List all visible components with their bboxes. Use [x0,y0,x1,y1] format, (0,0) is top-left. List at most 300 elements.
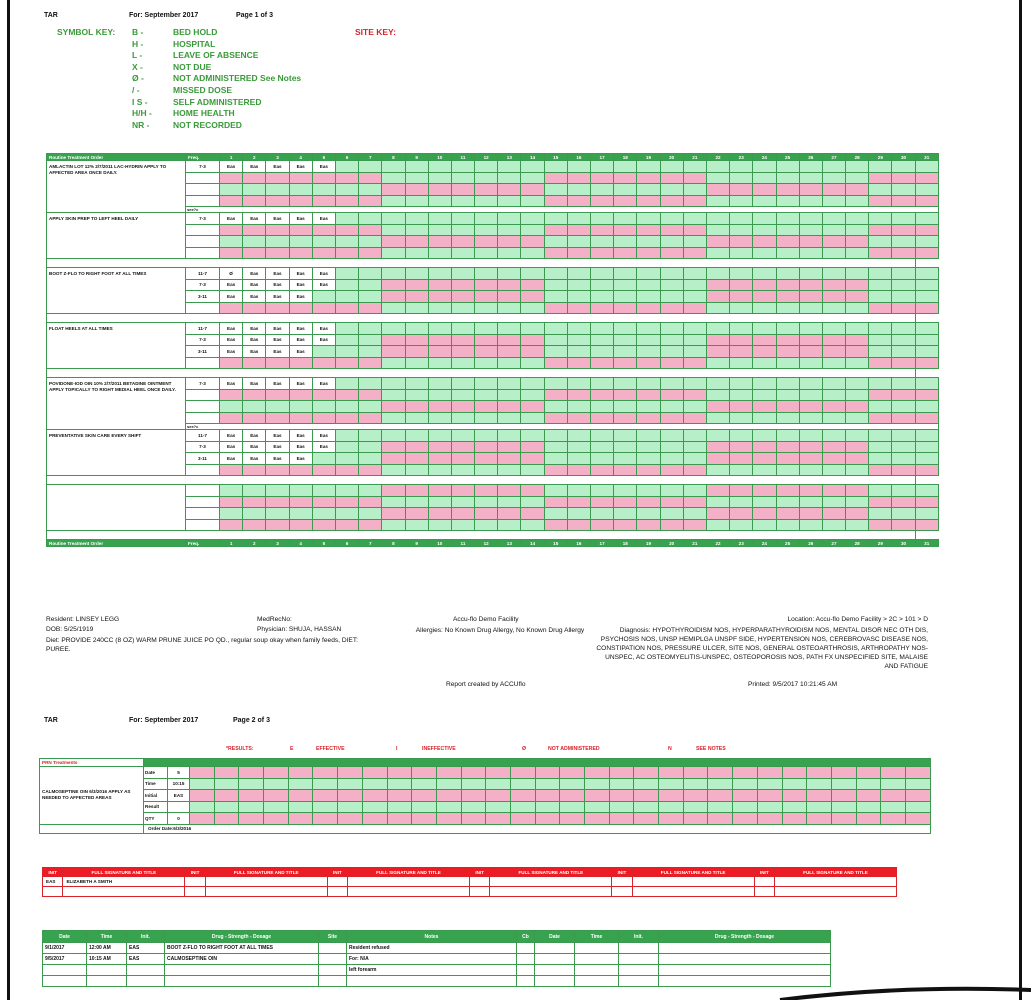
day-cell[interactable] [498,161,521,173]
day-cell[interactable] [892,430,915,442]
day-cell[interactable] [428,441,451,453]
prn-cell[interactable] [683,813,708,825]
day-cell[interactable] [822,346,845,358]
day-cell[interactable] [614,378,637,390]
day-cell[interactable]: Eas [289,291,312,303]
day-cell[interactable] [614,519,637,531]
day-cell[interactable] [637,389,660,401]
prn-cell[interactable] [585,790,610,802]
day-cell[interactable] [822,401,845,413]
day-cell[interactable] [359,291,382,303]
day-cell[interactable]: Eas [289,346,312,358]
day-cell[interactable] [822,334,845,346]
day-cell[interactable] [567,247,590,259]
prn-cell[interactable] [708,813,733,825]
log-site-cell[interactable] [319,943,347,954]
day-cell[interactable]: Eas [266,453,289,465]
day-cell[interactable] [359,172,382,184]
prn-cell[interactable] [239,767,264,779]
day-cell[interactable] [475,279,498,291]
day-cell[interactable] [312,401,335,413]
day-cell[interactable] [753,346,776,358]
day-cell[interactable] [382,346,405,358]
day-cell[interactable] [822,485,845,497]
day-cell[interactable] [799,279,822,291]
day-cell[interactable] [428,334,451,346]
day-cell[interactable] [266,184,289,196]
prn-cell[interactable] [585,767,610,779]
day-cell[interactable] [614,291,637,303]
day-cell[interactable] [521,184,544,196]
prn-cell[interactable] [362,801,387,813]
day-cell[interactable] [451,236,474,248]
day-cell[interactable] [753,334,776,346]
day-cell[interactable] [892,334,915,346]
day-cell[interactable] [869,453,892,465]
log-blank-cell[interactable] [87,976,127,987]
day-cell[interactable] [498,334,521,346]
day-cell[interactable] [892,441,915,453]
day-cell[interactable] [220,496,243,508]
day-cell[interactable] [451,224,474,236]
day-cell[interactable] [428,213,451,225]
day-cell[interactable] [637,357,660,369]
day-cell[interactable] [915,195,938,207]
day-cell[interactable] [776,323,799,335]
day-cell[interactable]: Eas [266,291,289,303]
day-cell[interactable] [382,161,405,173]
day-cell[interactable] [660,302,683,314]
day-cell[interactable] [312,184,335,196]
day-cell[interactable] [591,161,614,173]
day-cell[interactable] [730,172,753,184]
day-cell[interactable] [706,161,729,173]
day-cell[interactable]: Eas [289,334,312,346]
day-cell[interactable] [312,485,335,497]
prn-cell[interactable] [905,801,930,813]
prn-cell[interactable] [585,778,610,790]
day-cell[interactable] [312,236,335,248]
day-cell[interactable] [637,378,660,390]
day-cell[interactable] [730,441,753,453]
day-cell[interactable] [706,346,729,358]
day-cell[interactable] [405,279,428,291]
prn-cell[interactable] [659,778,684,790]
day-cell[interactable] [846,508,869,520]
day-cell[interactable] [544,172,567,184]
day-cell[interactable] [498,302,521,314]
day-cell[interactable] [660,389,683,401]
day-cell[interactable] [637,519,660,531]
day-cell[interactable]: Eas [266,378,289,390]
day-cell[interactable] [730,291,753,303]
day-cell[interactable] [846,496,869,508]
prn-cell[interactable] [412,790,437,802]
day-cell[interactable] [498,378,521,390]
day-cell[interactable] [475,323,498,335]
day-cell[interactable] [753,430,776,442]
prn-cell[interactable] [338,801,363,813]
day-cell[interactable] [405,302,428,314]
day-cell[interactable] [822,464,845,476]
day-cell[interactable] [567,453,590,465]
prn-cell[interactable] [214,790,239,802]
day-cell[interactable] [915,346,938,358]
day-cell[interactable] [335,412,358,424]
prn-cell[interactable] [807,778,832,790]
day-cell[interactable] [869,401,892,413]
day-cell[interactable] [567,184,590,196]
day-cell[interactable] [822,430,845,442]
day-cell[interactable] [799,378,822,390]
day-cell[interactable] [660,401,683,413]
day-cell[interactable] [846,323,869,335]
day-cell[interactable] [359,213,382,225]
day-cell[interactable] [591,496,614,508]
signature-init-cell[interactable] [327,877,347,887]
day-cell[interactable] [405,485,428,497]
day-cell[interactable]: Eas [289,430,312,442]
signature-name-cell[interactable] [490,887,612,897]
day-cell[interactable] [637,323,660,335]
day-cell[interactable] [683,323,706,335]
day-cell[interactable] [243,508,266,520]
day-cell[interactable]: Eas [220,430,243,442]
prn-cell[interactable] [510,767,535,779]
day-cell[interactable] [799,485,822,497]
day-cell[interactable]: Eas [243,334,266,346]
day-cell[interactable] [266,519,289,531]
day-cell[interactable] [544,236,567,248]
day-cell[interactable] [753,401,776,413]
day-cell[interactable] [521,236,544,248]
day-cell[interactable] [706,430,729,442]
day-cell[interactable] [428,224,451,236]
day-cell[interactable] [405,346,428,358]
day-cell[interactable] [869,346,892,358]
day-cell[interactable] [475,412,498,424]
day-cell[interactable] [475,430,498,442]
day-cell[interactable] [869,441,892,453]
day-cell[interactable] [869,268,892,280]
day-cell[interactable] [498,519,521,531]
day-cell[interactable] [428,401,451,413]
day-cell[interactable] [312,496,335,508]
day-cell[interactable] [243,401,266,413]
day-cell[interactable] [220,464,243,476]
day-cell[interactable] [799,268,822,280]
day-cell[interactable] [498,401,521,413]
day-cell[interactable] [753,279,776,291]
prn-cell[interactable] [214,767,239,779]
day-cell[interactable] [521,453,544,465]
prn-cell[interactable] [313,790,338,802]
day-cell[interactable] [776,485,799,497]
signature-name-cell[interactable] [632,887,754,897]
day-cell[interactable] [753,247,776,259]
day-cell[interactable] [822,519,845,531]
log-drug-cell[interactable]: BOOT Z-FLO TO RIGHT FOOT AT ALL TIMES [165,943,319,954]
day-cell[interactable] [567,519,590,531]
day-cell[interactable]: Eas [266,279,289,291]
prn-cell[interactable] [535,767,560,779]
day-cell[interactable] [822,195,845,207]
day-cell[interactable] [799,496,822,508]
day-cell[interactable] [428,389,451,401]
prn-cell[interactable] [288,767,313,779]
day-cell[interactable] [683,412,706,424]
day-cell[interactable] [591,485,614,497]
day-cell[interactable] [451,213,474,225]
signature-init-cell[interactable] [754,877,774,887]
day-cell[interactable] [683,184,706,196]
prn-cell[interactable] [856,790,881,802]
day-cell[interactable] [591,279,614,291]
day-cell[interactable] [266,195,289,207]
day-cell[interactable] [753,161,776,173]
day-cell[interactable] [892,172,915,184]
day-cell[interactable] [614,412,637,424]
day-cell[interactable] [312,464,335,476]
day-cell[interactable] [521,378,544,390]
day-cell[interactable] [753,323,776,335]
prn-cell[interactable] [264,790,289,802]
day-cell[interactable] [915,247,938,259]
prn-cell[interactable] [831,778,856,790]
day-cell[interactable] [498,389,521,401]
log-time-cell[interactable] [87,965,127,976]
day-cell[interactable] [799,184,822,196]
signature-name-cell[interactable] [775,887,897,897]
day-cell[interactable] [544,378,567,390]
day-cell[interactable]: Eas [220,346,243,358]
day-cell[interactable] [289,184,312,196]
day-cell[interactable] [869,195,892,207]
day-cell[interactable] [567,496,590,508]
day-cell[interactable] [405,441,428,453]
day-cell[interactable] [521,412,544,424]
day-cell[interactable] [915,485,938,497]
day-cell[interactable] [382,291,405,303]
day-cell[interactable] [567,357,590,369]
day-cell[interactable] [591,172,614,184]
day-cell[interactable] [753,195,776,207]
day-cell[interactable] [405,430,428,442]
day-cell[interactable] [521,195,544,207]
day-cell[interactable] [892,378,915,390]
day-cell[interactable] [451,401,474,413]
day-cell[interactable] [753,441,776,453]
day-cell[interactable] [335,357,358,369]
log-blank-cell[interactable] [659,976,831,987]
day-cell[interactable] [591,213,614,225]
day-cell[interactable] [915,508,938,520]
prn-cell[interactable] [560,801,585,813]
day-cell[interactable] [289,464,312,476]
day-cell[interactable] [498,172,521,184]
day-cell[interactable] [544,441,567,453]
day-cell[interactable] [451,464,474,476]
day-cell[interactable] [382,195,405,207]
day-cell[interactable] [892,519,915,531]
day-cell[interactable] [567,334,590,346]
day-cell[interactable] [312,172,335,184]
day-cell[interactable] [289,496,312,508]
day-cell[interactable] [776,247,799,259]
day-cell[interactable] [683,441,706,453]
prn-cell[interactable] [856,767,881,779]
log-blank-cell[interactable] [535,943,575,954]
log-notes-cell[interactable]: For: N/A [347,954,517,965]
day-cell[interactable] [753,357,776,369]
prn-cell[interactable] [708,778,733,790]
day-cell[interactable] [521,496,544,508]
day-cell[interactable]: Eas [289,268,312,280]
day-cell[interactable] [521,389,544,401]
day-cell[interactable] [405,323,428,335]
prn-cell[interactable] [609,767,634,779]
day-cell[interactable] [637,453,660,465]
day-cell[interactable] [637,302,660,314]
day-cell[interactable] [660,224,683,236]
day-cell[interactable] [451,357,474,369]
day-cell[interactable] [822,247,845,259]
prn-cell[interactable] [782,790,807,802]
day-cell[interactable] [730,357,753,369]
day-cell[interactable] [614,430,637,442]
day-cell[interactable] [637,236,660,248]
day-cell[interactable] [521,346,544,358]
day-cell[interactable] [498,279,521,291]
day-cell[interactable] [312,508,335,520]
day-cell[interactable] [220,519,243,531]
day-cell[interactable] [915,302,938,314]
log-site-cell[interactable] [319,965,347,976]
day-cell[interactable] [359,378,382,390]
day-cell[interactable] [915,453,938,465]
prn-cell[interactable] [387,767,412,779]
day-cell[interactable] [822,323,845,335]
day-cell[interactable] [706,485,729,497]
day-cell[interactable] [405,508,428,520]
day-cell[interactable] [591,268,614,280]
day-cell[interactable] [915,441,938,453]
day-cell[interactable] [660,161,683,173]
day-cell[interactable] [614,213,637,225]
day-cell[interactable] [475,496,498,508]
day-cell[interactable] [869,485,892,497]
day-cell[interactable] [614,485,637,497]
day-cell[interactable] [289,224,312,236]
prn-cell[interactable] [560,778,585,790]
day-cell[interactable] [220,224,243,236]
day-cell[interactable] [335,247,358,259]
day-cell[interactable] [220,412,243,424]
day-cell[interactable] [892,224,915,236]
day-cell[interactable] [498,464,521,476]
day-cell[interactable]: Eas [220,213,243,225]
prn-cell[interactable] [412,767,437,779]
prn-cell[interactable] [609,790,634,802]
day-cell[interactable] [683,485,706,497]
day-cell[interactable] [475,389,498,401]
day-cell[interactable] [382,323,405,335]
day-cell[interactable] [730,268,753,280]
day-cell[interactable] [359,496,382,508]
day-cell[interactable] [312,224,335,236]
prn-cell[interactable] [782,801,807,813]
signature-init-cell[interactable]: EAS [43,877,63,887]
day-cell[interactable] [730,508,753,520]
day-cell[interactable] [475,236,498,248]
day-cell[interactable] [846,378,869,390]
day-cell[interactable] [776,378,799,390]
day-cell[interactable] [521,508,544,520]
day-cell[interactable] [428,172,451,184]
log-site-cell[interactable] [319,954,347,965]
day-cell[interactable] [266,224,289,236]
prn-cell[interactable] [708,767,733,779]
prn-cell[interactable] [807,813,832,825]
day-cell[interactable] [614,172,637,184]
day-cell[interactable] [335,323,358,335]
day-cell[interactable] [475,441,498,453]
signature-init-cell[interactable] [754,887,774,897]
prn-cell[interactable] [214,813,239,825]
day-cell[interactable] [591,224,614,236]
day-cell[interactable] [776,172,799,184]
day-cell[interactable] [289,412,312,424]
day-cell[interactable] [591,412,614,424]
day-cell[interactable] [451,389,474,401]
day-cell[interactable] [405,236,428,248]
prn-cell[interactable] [387,801,412,813]
day-cell[interactable] [683,236,706,248]
day-cell[interactable] [220,247,243,259]
day-cell[interactable] [753,291,776,303]
day-cell[interactable] [266,357,289,369]
day-cell[interactable] [359,268,382,280]
day-cell[interactable] [428,519,451,531]
day-cell[interactable] [846,430,869,442]
signature-init-cell[interactable] [612,887,632,897]
day-cell[interactable] [567,172,590,184]
prn-cell[interactable] [807,767,832,779]
day-cell[interactable] [753,519,776,531]
day-cell[interactable] [683,378,706,390]
prn-cell[interactable] [387,790,412,802]
day-cell[interactable] [220,357,243,369]
day-cell[interactable] [683,224,706,236]
log-date-cell[interactable] [43,965,87,976]
day-cell[interactable] [799,401,822,413]
day-cell[interactable] [382,496,405,508]
day-cell[interactable] [428,291,451,303]
day-cell[interactable] [637,485,660,497]
day-cell[interactable] [753,453,776,465]
day-cell[interactable] [544,195,567,207]
day-cell[interactable]: Eas [243,268,266,280]
day-cell[interactable] [730,378,753,390]
day-cell[interactable] [498,213,521,225]
day-cell[interactable] [660,346,683,358]
day-cell[interactable] [335,184,358,196]
prn-cell[interactable] [486,801,511,813]
day-cell[interactable] [730,334,753,346]
day-cell[interactable] [799,519,822,531]
day-cell[interactable] [869,430,892,442]
day-cell[interactable] [544,247,567,259]
